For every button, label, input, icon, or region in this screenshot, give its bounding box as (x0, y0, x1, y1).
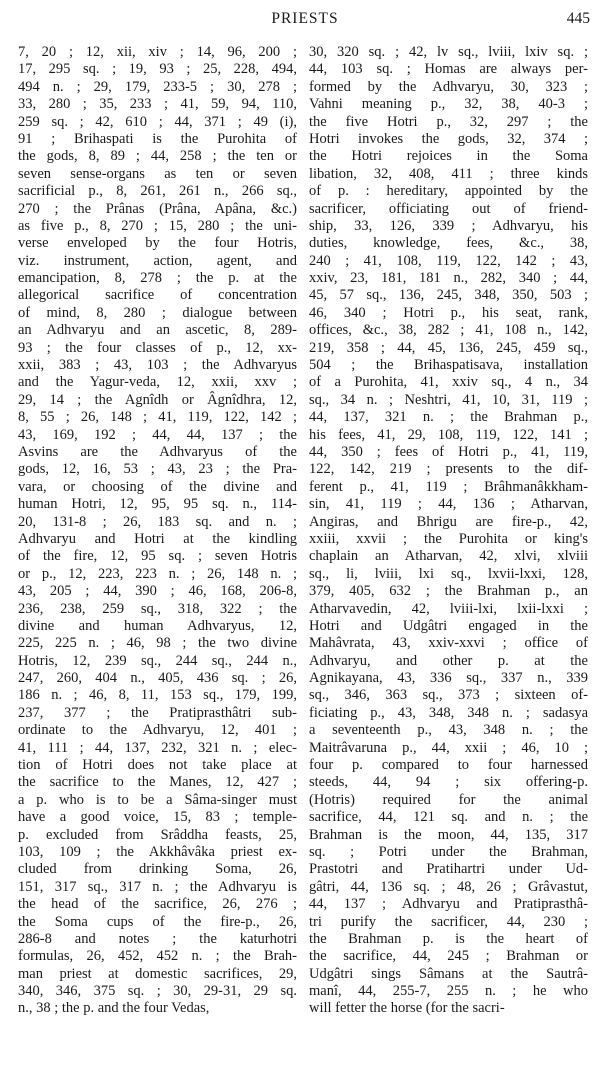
index-line: Vahni meaning p., 32, 38, 40-3 ; (309, 96, 588, 113)
index-line: the Hotri rejoices in the Soma (309, 148, 588, 165)
index-line: 270 ; the Prânas (Prâna, Apâna, &c.) (18, 200, 297, 217)
index-line: 30, 320 sq. ; 42, lv sq., lviii, lxiv sq. ; (309, 44, 588, 60)
index-line: 20, 131-8 ; 26, 183 sq. and n. ; (18, 513, 297, 530)
left-column (18, 44, 297, 1018)
index-line: 93 ; the four classes of p., 12, xx- (18, 339, 297, 356)
index-line: Brahman is the moon, 44, 135, 317 (309, 826, 588, 843)
index-line: Hotris, 12, 239 sq., 244 sq., 244 n., (18, 652, 297, 669)
index-line: Asvins are the Adhvaryus of the (18, 443, 297, 460)
index-line: viz. instrument, action, agent, and (18, 252, 297, 269)
index-line: the five Hotri p., 32, 297 ; the (309, 113, 588, 130)
index-line: of mind, 8, 280 ; dialogue between (18, 304, 297, 321)
index-line: 44, 103 sq. ; Homas are always per- (309, 61, 588, 78)
index-line: 286-8 and notes ; the katurhotri (18, 930, 297, 947)
index-line: Atharvavedin, 42, lviii-lxi, lxii-lxxi ; (309, 600, 588, 617)
index-line: steeds, 44, 94 ; six offering-p. (309, 774, 588, 791)
index-line: Hotri and Udgâtri engaged in the (309, 617, 588, 634)
index-line: 236, 238, 259 sq., 318, 322 ; the (18, 600, 297, 617)
index-line: Adhvaryu and Hotri at the kindling (18, 530, 297, 547)
index-line: 151, 317 sq., 317 n. ; the Adhvaryu is (18, 878, 297, 895)
index-line: ordinate to the Adhvaryu, 12, 401 ; (18, 722, 297, 739)
index-line: allegorical sacrifice of concentration (18, 287, 297, 304)
index-line: the head of the sacrifice, 26, 276 ; (18, 896, 297, 913)
index-line: 29, 14 ; the Agnîdh or Âgnîdhra, 12, (18, 391, 297, 408)
index-line: 186 n. ; 46, 8, 11, 153 sq., 179, 199, (18, 687, 297, 704)
index-line: cluded from drinking Soma, 26, (18, 861, 297, 878)
index-line: gods, 12, 16, 53 ; 43, 23 ; the Pra- (18, 461, 297, 478)
index-line: xxiv, 23, 181, 181 n., 282, 340 ; 44, (309, 270, 588, 287)
index-line: Udgâtri sings Sâmans at the Sautrâ- (309, 965, 588, 982)
index-line: 91 ; Brihaspati is the Purohita of (18, 130, 297, 147)
index-line: 7, 20 ; 12, xii, xiv ; 14, 96, 200 ; (18, 44, 297, 60)
index-line: 44, 137 ; Adhvaryu and Pratiprasthâ- (309, 896, 588, 913)
right-column (309, 44, 588, 1018)
index-line: tion of Hotri does not take place at (18, 757, 297, 774)
index-line: 504 ; the Brihaspatisava, installation (309, 357, 588, 374)
index-line: Prastotri and Pratihartri under Ud- (309, 861, 588, 878)
index-line: his fees, 41, 29, 108, 119, 122, 141 ; (309, 426, 588, 443)
index-line: 46, 340 ; Hotri p., his seat, rank, (309, 304, 588, 321)
index-line: 44, 350 ; fees of Hotri p., 41, 119, (309, 443, 588, 460)
index-line: the sacrifice, 44, 245 ; Brahman or (309, 948, 588, 965)
index-line: or p., 12, 223, 223 n. ; 26, 148 n. ; (18, 565, 297, 582)
index-line: 340, 346, 375 sq. ; 30, 29-31, 29 sq. (18, 983, 297, 1000)
index-line: 43, 205 ; 44, 390 ; 46, 168, 206-8, (18, 583, 297, 600)
index-line: 43, 169, 192 ; 44, 44, 137 ; the (18, 426, 297, 443)
index-line: sq., 346, 363 sq., 373 ; sixteen of- (309, 687, 588, 704)
index-line: libation, 32, 408, 411 ; three kinds (309, 165, 588, 182)
index-line: formed by the Adhvaryu, 30, 323 ; (309, 78, 588, 95)
index-line: four p. compared to four harnessed (309, 757, 588, 774)
index-line: the gods, 8, 89 ; 44, 258 ; the ten or (18, 148, 297, 165)
index-line: Agnikayana, 43, 336 sq., 337 n., 339 (309, 670, 588, 687)
index-line: 237, 377 ; the Pratiprasthâtri sub- (18, 704, 297, 721)
index-line: of p. : hereditary, appointed by the (309, 183, 588, 200)
running-title: PRIESTS (271, 10, 339, 27)
index-line: an Adhvaryu and an ascetic, 8, 289- (18, 322, 297, 339)
index-line: the Soma cups of the fire-p., 26, (18, 913, 297, 930)
index-line: sq., li, lviii, lxi sq., lxvii-lxxi, 128, (309, 565, 588, 582)
index-line: 259 sq. ; 42, 610 ; 44, 371 ; 49 (i), (18, 113, 297, 130)
index-line: 17, 295 sq. ; 19, 93 ; 25, 228, 494, (18, 61, 297, 78)
index-line: tri purify the sacrificer, 44, 230 ; (309, 913, 588, 930)
index-line: vara, or choosing of the divine and (18, 478, 297, 495)
index-line: 44, 137, 321 n. ; the Brahman p., (309, 409, 588, 426)
index-line: sacrificial p., 8, 261, 261 n., 266 sq., (18, 183, 297, 200)
index-line: Maitrâvaruna p., 44, xxii ; 46, 10 ; (309, 739, 588, 756)
index-line: sacrifice, 44, 121 sq. and n. ; the (309, 809, 588, 826)
index-line: ficiating p., 43, 348, 348 n. ; sadasya (309, 704, 588, 721)
index-line: Hotri invokes the gods, 32, 374 ; (309, 130, 588, 147)
index-line: formulas, 26, 452, 452 n. ; the Brah- (18, 948, 297, 965)
index-line: a seventeenth p., 43, 348 n. ; the (309, 722, 588, 739)
index-line: 225, 225 n. ; 46, 98 ; the two divine (18, 635, 297, 652)
index-line: Adhvaryu, and other p. at the (309, 652, 588, 669)
index-line: the Brahman p. is the heart of (309, 930, 588, 947)
index-line: 379, 405, 632 ; the Brahman p., an (309, 583, 588, 600)
index-line: p. excluded from Srâddha feasts, 25, (18, 826, 297, 843)
index-line: 41, 111 ; 44, 137, 232, 321 n. ; elec- (18, 739, 297, 756)
index-line: manî, 44, 255-7, 255 n. ; he who (309, 983, 588, 1000)
index-line: gâtri, 44, 136 sq. ; 48, 26 ; Grâvastut, (309, 878, 588, 895)
index-line: man priest at domestic sacrifices, 29, (18, 965, 297, 982)
index-line: 122, 142, 219 ; presents to the dif- (309, 461, 588, 478)
index-line: of the fire, 12, 95 sq. ; seven Hotris (18, 548, 297, 565)
index-line: (Hotris) required for the animal (309, 791, 588, 808)
index-line: human Hotri, 12, 95, 95 sq. n., 114- (18, 496, 297, 513)
page-header (20, 10, 590, 34)
index-line: emancipation, 8, 278 ; the p. at the (18, 270, 297, 287)
index-line: 8, 55 ; 26, 148 ; 41, 119, 122, 142 ; (18, 409, 297, 426)
index-line: verse enveloped by the four Hotris, (18, 235, 297, 252)
index-line: duties, knowledge, fees, &c., 38, (309, 235, 588, 252)
index-line: sin, 41, 119 ; 44, 136 ; Atharvan, (309, 496, 588, 513)
index-line: chaplain an Atharvan, 42, xlvi, xlviii (309, 548, 588, 565)
index-line: 219, 358 ; 44, 45, 136, 245, 459 sq., (309, 339, 588, 356)
index-line: of a Purohita, 41, xxiv sq., 4 n., 34 (309, 374, 588, 391)
index-line: as five p., 8, 270 ; 15, 280 ; the uni- (18, 217, 297, 234)
index-line: seven sense-organs as ten or seven (18, 165, 297, 182)
index-line: offices, &c., 38, 282 ; 41, 108 n., 142, (309, 322, 588, 339)
index-line: 240 ; 41, 108, 119, 122, 142 ; 43, (309, 252, 588, 269)
index-line: sacrificer, officiating out of friend- (309, 200, 588, 217)
index-line: 494 n. ; 29, 179, 233-5 ; 30, 278 ; (18, 78, 297, 95)
index-line: 247, 260, 404 n., 405, 436 sq. ; 26, (18, 670, 297, 687)
index-line: xxii, 383 ; 43, 103 ; the Adhvaryus (18, 357, 297, 374)
index-line: n., 38 ; the p. and the four Vedas, (18, 1000, 210, 1017)
index-line: ship, 33, 126, 339 ; Adhvaryu, his (309, 217, 588, 234)
index-line: divine and human Adhvaryus, 12, (18, 617, 297, 634)
index-line: sq. ; Potri under the Brahman, (309, 843, 588, 860)
index-line: ferent p., 41, 119 ; Brâhmanâkkham- (309, 478, 588, 495)
index-line: Mahâvrata, 43, xxiv-xxvi ; office of (309, 635, 588, 652)
index-line: will fetter the horse (for the sacri- (309, 1000, 505, 1017)
index-line: and the Yagur-veda, 12, xxii, xxv ; (18, 374, 297, 391)
index-line: the sacrifice to the Manes, 12, 427 ; (18, 774, 297, 791)
index-line: 103, 109 ; the Akkhâvâka priest ex- (18, 843, 297, 860)
page-number: 445 (566, 10, 590, 27)
index-line: have a good voice, 15, 83 ; temple- (18, 809, 297, 826)
index-line: a p. who is to be a Sâma-singer must (18, 791, 297, 808)
index-line: xxiii, xxvii ; the Purohita or king's (309, 530, 588, 547)
index-line: sq., 34 n. ; Neshtri, 41, 10, 31, 119 ; (309, 391, 588, 408)
index-line: Angiras, and Bhrigu are fire-p., 42, (309, 513, 588, 530)
index-line: 33, 280 ; 35, 233 ; 41, 59, 94, 110, (18, 96, 297, 113)
index-line: 45, 57 sq., 136, 245, 348, 350, 503 ; (309, 287, 588, 304)
